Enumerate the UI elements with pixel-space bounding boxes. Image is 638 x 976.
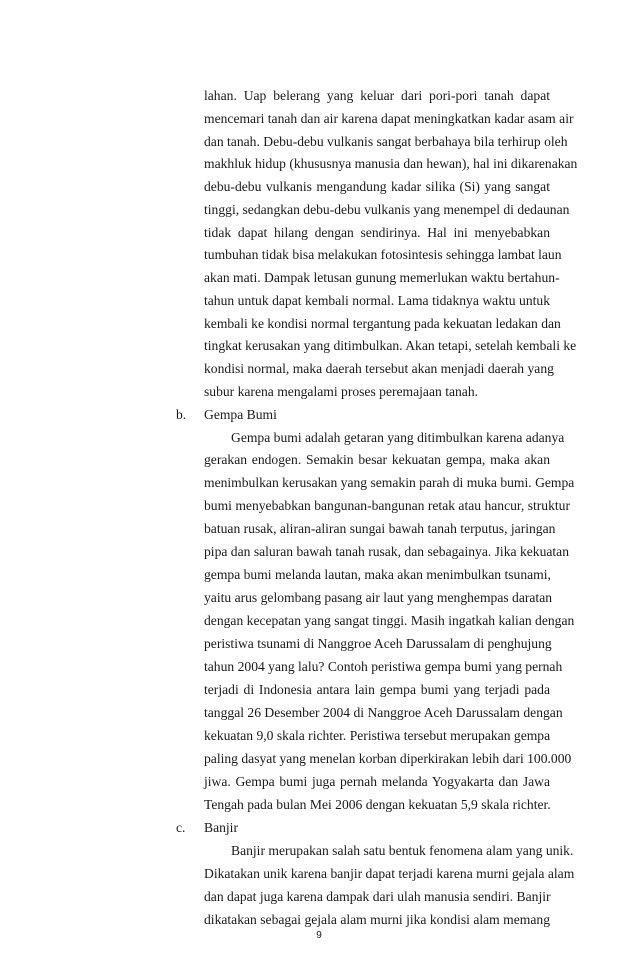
list-marker: b. (176, 407, 187, 422)
paragraph-line: kembali ke kondisi normal tergantung pada kekuatan ledakan dan (204, 316, 561, 331)
paragraph-line: dengan kecepatan yang sangat tinggi. Masih ingatkah kalian dengan (204, 613, 575, 628)
paragraph-line: akan mati. Dampak letusan gunung memerlukan waktu bertahun- (204, 270, 560, 285)
paragraph-line: batuan rusak, aliran-aliran sungai bawah tanah terputus, jaringan (204, 521, 556, 536)
paragraph-line: tanggal 26 Desember 2004 di Nanggroe Aceh Darussalam dengan (204, 705, 563, 720)
paragraph-line: subur karena mengalami proses peremajaan tanah. (204, 384, 479, 399)
list-marker: c. (176, 820, 186, 835)
paragraph-line: gempa bumi melanda lautan, maka akan menimbulkan tsunami, (204, 567, 551, 582)
paragraph-line: menimbulkan kerusakan yang semakin parah di muka bumi. Gempa (204, 475, 575, 490)
paragraph-line: tidak dapat hilang dengan sendirinya. Hal ini menyebabkan (204, 225, 550, 240)
section-heading-banjir (176, 819, 238, 837)
paragraph-line: Tengah pada bulan Mei 2006 dengan kekuatan 5,9 skala richter. (204, 797, 551, 812)
paragraph-line: dan dapat juga karena dampak dari ulah manusia sendiri. Banjir (204, 889, 551, 904)
paragraph-line: paling dasyat yang menelan korban diperkirakan lebih dari 100.000 (204, 751, 572, 766)
paragraph-line: debu-debu vulkanis mengandung kadar silika (Si) yang sangat (204, 179, 550, 194)
paragraph-line: pipa dan saluran bawah tanah rusak, dan sebagainya. Jika kekuatan (204, 544, 570, 559)
paragraph-line: gerakan endogen. Semakin besar kekuatan gempa, maka akan (204, 452, 550, 467)
paragraph-line: dikatakan sebagai gejala alam murni jika kondisi alam memang (204, 912, 550, 927)
paragraph-line: Gempa bumi adalah getaran yang ditimbulkan karena adanya (231, 430, 565, 445)
paragraph-line: peristiwa tsunami di Nanggroe Aceh Darussalam di penghujung (204, 636, 552, 651)
paragraph-line: tingkat kerusakan yang ditimbulkan. Akan tetapi, setelah kembali ke (204, 338, 577, 353)
paragraph-line: Banjir merupakan salah satu bentuk fenomena alam yang unik. (231, 843, 574, 858)
section-title: Banjir (204, 820, 238, 835)
paragraph-line: tinggi, sedangkan debu-debu vulkanis yang menempel di dedaunan (204, 202, 570, 217)
paragraph-line: jiwa. Gempa bumi juga pernah melanda Yogyakarta dan Jawa (204, 774, 550, 789)
paragraph-line: bumi menyebabkan bangunan-bangunan retak atau hancur, struktur (204, 498, 570, 513)
paragraph-line: tahun untuk dapat kembali normal. Lama tidaknya waktu untuk (204, 293, 550, 308)
paragraph-line: tumbuhan tidak bisa melakukan fotosintesis sehingga lambat laun (204, 247, 562, 262)
section-heading-gempa-bumi (176, 406, 277, 424)
section-title: Gempa Bumi (204, 407, 277, 422)
paragraph-line: Dikatakan unik karena banjir dapat terjadi karena murni gejala alam (204, 866, 575, 881)
paragraph-line: mencemari tanah dan air karena dapat meningkatkan kadar asam air (204, 111, 574, 126)
paragraph-line: tahun 2004 yang lalu? Contoh peristiwa gempa bumi yang pernah (204, 659, 563, 674)
paragraph-line: dan tanah. Debu-debu vulkanis sangat berbahaya bila terhirup oleh (204, 134, 568, 149)
paragraph-line: yaitu arus gelombang pasang air laut yang menghempas daratan (204, 590, 553, 605)
paragraph-line: kondisi normal, maka daerah tersebut akan menjadi daerah yang (204, 361, 554, 376)
page-number: 9 (316, 930, 322, 941)
paragraph-line: lahan. Uap belerang yang keluar dari pori-pori tanah dapat (204, 88, 550, 103)
paragraph-line: terjadi di Indonesia antara lain gempa bumi yang terjadi pada (204, 682, 550, 697)
paragraph-line: makhluk hidup (khususnya manusia dan hewan), hal ini dikarenakan (204, 156, 578, 171)
paragraph-line: kekuatan 9,0 skala richter. Peristiwa tersebut merupakan gempa (204, 728, 551, 743)
